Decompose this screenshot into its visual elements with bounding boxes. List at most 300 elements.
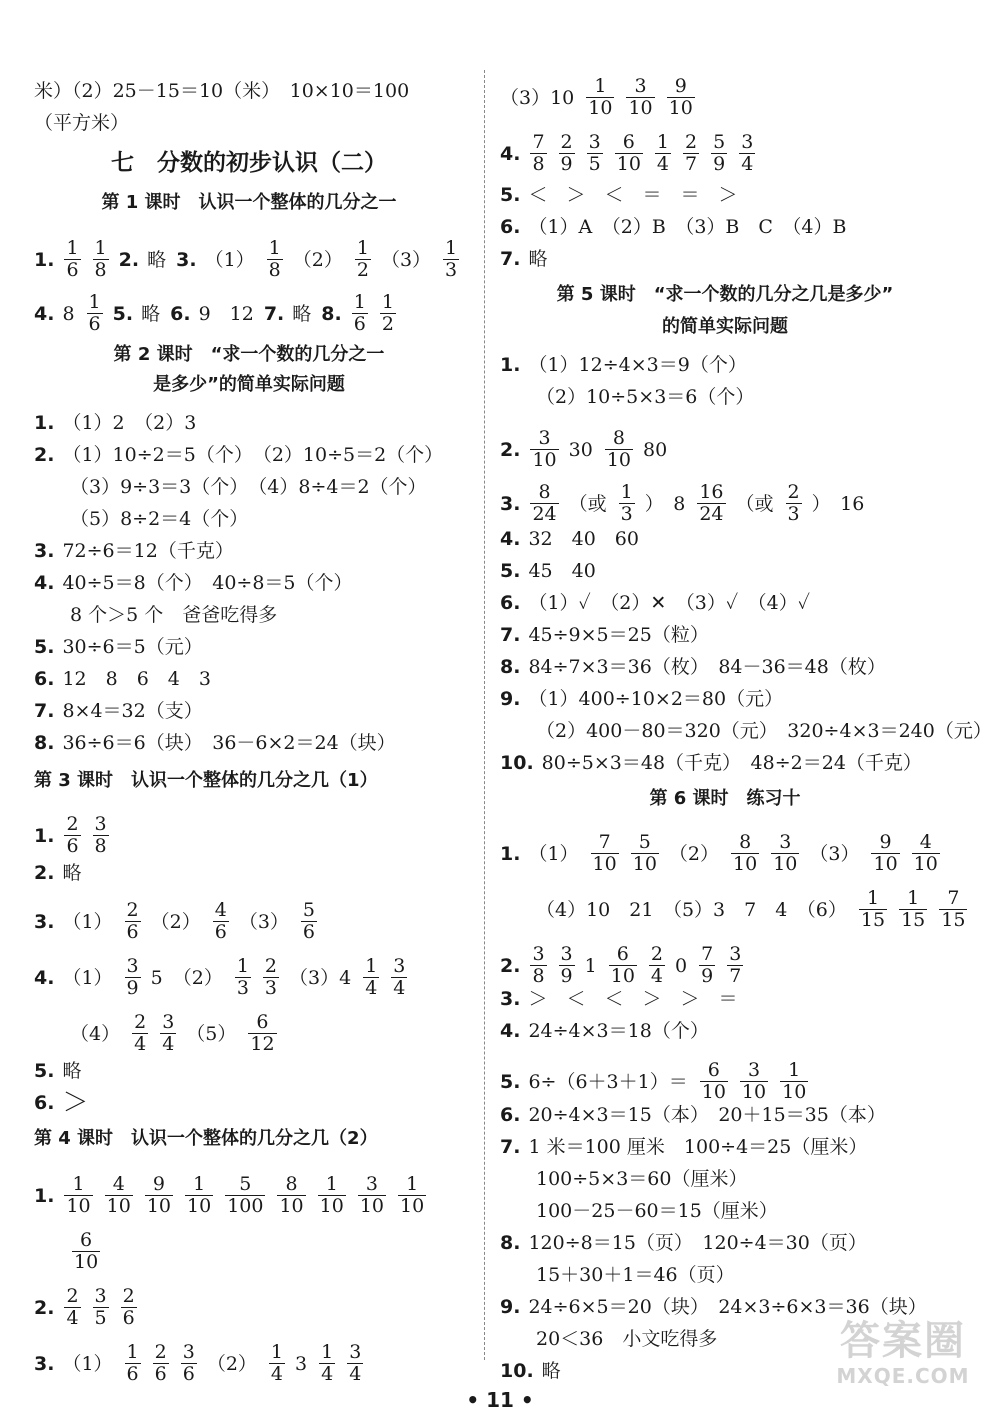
answer-text: 30 [568,438,593,461]
question-number: 9. [500,1296,521,1318]
denominator: 3 [620,503,633,525]
question-number: 5. [500,560,521,582]
denominator: 24 [699,503,724,525]
answer-text: ＞ ＜ ＜ ＞ ＞ ＝ [528,988,738,1010]
answer-line [536,888,977,931]
numerator: 3 [162,1011,175,1033]
numerator: 3 [349,1341,362,1363]
denominator: 2 [356,259,369,281]
answer-text: （1）2 （2）3 [62,412,197,434]
watermark-logo [818,1318,988,1398]
denominator: 6 [182,1363,195,1385]
fraction [153,1342,169,1385]
answer-text: （2） [172,966,223,989]
fraction [780,1060,808,1103]
answer-text: 100÷5×3＝60（厘米） [536,1168,748,1190]
numerator: 8 [605,428,633,450]
denominator: 10 [400,1195,425,1217]
answer-text: 1 米＝100 厘米 100÷4＝25（厘米） [528,1136,868,1158]
fraction [859,888,887,931]
denominator: 10 [74,1251,99,1273]
numerator: 5 [302,899,316,921]
fraction [64,1286,80,1329]
numerator: 4 [214,899,227,921]
question-number: 5. [500,184,521,206]
question-number: 6. [34,1092,55,1114]
answer-text: 32 40 60 [528,528,639,550]
answer-text: （4）10 21 （5）3 7 4 （6） [536,898,847,921]
denominator: 4 [741,153,754,175]
answer-text: （2） [206,1352,257,1375]
fraction [93,238,109,281]
answer-line [536,1326,727,1351]
answer-text: 24÷4×3＝18（个） [528,1020,709,1042]
numerator: 7 [939,888,967,910]
answer-text: （2）10÷5×3＝6（个） [536,386,755,408]
denominator: 10 [106,1195,131,1217]
numerator: 1 [94,237,107,259]
question-number: 10. [500,1360,534,1382]
answer-text: （3） [380,248,432,271]
denominator: 10 [616,153,641,175]
numerator: 2 [650,943,664,965]
question-number: 1. [34,1184,55,1207]
fraction [649,944,665,987]
question-number: 1. [500,842,521,865]
numerator: 1 [353,291,366,313]
question-number: 5. [112,302,134,325]
numerator: 2 [787,481,800,503]
answer-text: （4） [70,1022,121,1045]
answer-text: 12 8 6 4 3 [62,668,211,690]
numerator: 1 [620,481,633,503]
denominator: 9 [713,153,726,175]
question-number: 2. [34,862,55,884]
answer-text: 80÷5×3＝48（千克） 48÷2＝24（千克） [541,752,922,774]
question-number: 4. [500,142,521,165]
heading-text: 第 5 课时 “求一个数的几分之几是多少” [556,284,894,305]
answer-line [34,634,213,659]
numerator: 3 [771,832,799,854]
fraction [125,1342,141,1385]
denominator: 15 [941,909,966,931]
answer-line [34,538,244,563]
answer-line [500,1018,719,1043]
fraction [352,292,368,335]
numerator: 2 [264,955,278,977]
question-number: 4. [34,966,55,989]
answer-text: （3）10 [500,86,575,109]
heading-text: 第 4 课时 认识一个整体的几分之几（2） [34,1128,378,1149]
numerator: 3 [626,76,654,98]
heading-text: 第 3 课时 认识一个整体的几分之几（1） [34,770,378,791]
answer-text: 9 12 [198,302,254,325]
denominator: 10 [782,1081,807,1103]
answer-text: （5） [186,1022,237,1045]
question-number: 6. [500,216,521,238]
numerator: 3 [358,1174,386,1196]
answer-line [500,1102,896,1127]
numerator: 5 [631,832,659,854]
fraction [93,1286,109,1329]
answer-line [500,1294,937,1319]
numerator: 5 [225,1174,265,1196]
fraction [145,1174,173,1217]
fraction [559,944,575,987]
numerator: 1 [321,1341,334,1363]
fraction [605,428,633,471]
denominator: 9 [126,977,139,999]
question-number: 5. [34,1060,55,1082]
denominator: 7 [685,153,698,175]
answer-line [34,1342,373,1385]
question-number: 3. [34,540,55,562]
answer-text: 40÷5＝8（个） 40÷8＝5（个） [62,572,353,594]
answer-text: 略 [147,248,167,271]
answer-line [500,526,649,551]
question-number: 2. [118,248,140,271]
numerator: 1 [365,955,378,977]
numerator: 3 [94,1285,107,1307]
denominator: 10 [532,449,557,471]
question-number: 3. [500,988,521,1010]
answer-line [34,238,469,281]
denominator: 10 [741,1081,767,1103]
section-heading [34,150,474,175]
answer-text: （3） [809,842,860,865]
fraction [530,944,546,987]
denominator: 3 [445,259,458,281]
heading-text: 第 6 课时 练习十 [649,788,801,809]
answer-line [34,410,206,435]
answer-text: 5 [150,966,163,989]
answer-text: 45÷9×5＝25（粒） [528,624,709,646]
answer-text: 36÷6＝6（块） 36－6×2＝24（块） [62,732,396,754]
answer-text: ） 16 [811,492,865,515]
fraction [740,1060,768,1103]
question-number: 2. [34,1296,55,1319]
fraction [125,956,141,999]
numerator: 3 [393,955,406,977]
fraction [615,132,643,175]
fraction [64,1174,92,1217]
answer-line [536,1262,745,1287]
answer-text: （1）A （2）B （3）B C （4）B [528,216,847,238]
numerator: 1 [445,237,458,259]
fraction [132,1012,148,1055]
answer-line [500,246,557,271]
fraction [587,132,603,175]
question-number: 5. [34,636,55,658]
numerator: 2 [126,899,139,921]
fraction [559,132,575,175]
fraction [530,482,558,525]
answer-text: （1）400÷10×2＝80（元） [528,688,784,710]
question-number: 7. [500,624,521,646]
answer-text: （或 [735,492,774,515]
answer-line [34,78,419,103]
fraction [225,1174,265,1217]
fraction [125,900,141,943]
fraction [626,76,654,119]
answer-text: （平方米） [34,112,130,134]
numerator: 1 [88,291,101,313]
denominator: 10 [873,853,898,875]
numerator: 6 [248,1012,276,1034]
fraction [899,888,927,931]
answer-text: 20÷4×3＝15（本） 20＋15＝35（本） [528,1104,886,1126]
fraction [697,482,725,525]
denominator: 8 [94,835,107,857]
section-heading [34,1126,388,1151]
denominator: 10 [359,1195,385,1217]
denominator: 9 [560,965,573,987]
denominator: 4 [393,977,406,999]
question-number: 7. [34,700,55,722]
answer-line [34,900,327,943]
numerator: 5 [713,131,726,153]
answer-text: （2）400－80＝320（元） 320÷4×3＝240（元） [536,720,992,742]
fraction [711,132,727,175]
answer-text: 84÷7×3＝36（枚） 84－36＝48（枚） [528,656,886,678]
answer-line [536,1166,757,1191]
numerator: 7 [591,832,619,854]
denominator: 10 [279,1195,304,1217]
answer-line [536,1198,788,1223]
question-number: 1. [500,354,521,376]
answer-text: 24÷6×5＝20（块） 24×3÷6×3＝36（块） [528,1296,927,1318]
numerator: 7 [701,943,714,965]
denominator: 4 [162,1033,175,1055]
answer-text: 米）（2）25－15＝10（米） 10×10＝100 [34,80,410,102]
numerator: 4 [105,1174,133,1196]
heading-text: 的简单实际问题 [662,316,788,337]
numerator: 3 [588,131,601,153]
answer-text: 45 40 [528,560,596,582]
answer-text: ） 8 [644,492,686,515]
answer-text: （3）4 [289,966,352,989]
fraction [586,76,614,119]
answer-line [34,442,453,467]
answer-line [500,1060,818,1103]
denominator: 10 [668,97,693,119]
numerator: 1 [126,1341,139,1363]
denominator: 12 [250,1033,275,1055]
fraction [667,76,695,119]
question-number: 6. [500,1104,521,1126]
fraction [631,832,659,875]
denominator: 10 [588,97,613,119]
denominator: 10 [610,965,635,987]
numerator: 1 [318,1174,346,1196]
answer-text: 3 [295,1352,308,1375]
denominator: 10 [733,853,758,875]
answer-text: 略 [62,862,82,884]
fraction [398,1174,426,1217]
numerator: 1 [586,76,614,98]
section-heading [34,190,474,215]
answer-text: （2） [292,248,343,271]
fraction [269,1342,285,1385]
answer-line [500,1358,571,1383]
numerator: 3 [530,428,558,450]
denominator: 8 [532,965,545,987]
denominator: 4 [650,965,664,987]
fraction [301,900,317,943]
answer-text: 72÷6＝12（千克） [62,540,234,562]
answer-line [500,482,874,525]
numerator: 2 [560,131,573,153]
denominator: 6 [66,835,79,857]
answer-line [500,832,950,875]
fraction [443,238,459,281]
fraction [64,814,80,857]
answer-line [70,474,437,499]
fraction [699,944,715,987]
answer-line [70,1230,110,1273]
question-number: 8. [34,732,55,754]
numerator: 3 [94,813,107,835]
question-number: 7. [263,302,285,325]
answer-line [500,750,932,775]
numerator: 1 [64,1174,92,1196]
denominator: 10 [701,1081,726,1103]
answer-text: （1） [62,1352,113,1375]
answer-line [500,558,606,583]
answer-text: 略 [62,1060,82,1082]
fraction [87,292,103,335]
question-number: 1. [34,412,55,434]
fraction [277,1174,305,1217]
answer-text: （2） [150,910,201,933]
question-number: 6. [500,592,521,614]
answer-line [34,292,406,335]
answer-text: （3） [238,910,289,933]
answer-line [34,110,139,135]
denominator: 3 [264,977,278,999]
fraction [318,1174,346,1217]
answer-line [34,666,221,691]
question-number: 4. [34,572,55,594]
denominator: 6 [126,1363,139,1385]
answer-text: （1）10÷2＝5（个） （2）10÷5＝2（个） [62,444,444,466]
denominator: 4 [365,977,378,999]
answer-text: 1 [584,954,597,977]
answer-text: （1） [62,910,113,933]
fraction [64,238,80,281]
numerator: 3 [560,943,573,965]
answer-text: 15＋30＋1＝46（页） [536,1264,735,1286]
question-number: 2. [34,444,55,466]
question-number: 4. [34,302,55,325]
question-number: 4. [500,1020,521,1042]
question-number: 6. [34,668,55,690]
denominator: 2 [381,313,394,335]
fraction [727,944,743,987]
answer-line [34,698,213,723]
heading-text: 第 1 课时 认识一个整体的几分之一 [101,192,397,213]
denominator: 8 [268,259,281,281]
answer-line [34,1058,91,1083]
denominator: 8 [94,259,107,281]
numerator: 3 [741,131,754,153]
answer-text: 略 [292,302,312,325]
answer-line [34,1286,147,1329]
question-number: 3. [500,492,521,515]
denominator: 9 [560,153,573,175]
numerator: 9 [145,1174,173,1196]
fraction [105,1174,133,1217]
numerator: 1 [859,888,887,910]
denominator: 8 [532,153,545,175]
numerator: 3 [126,955,139,977]
numerator: 8 [731,832,759,854]
denominator: 4 [134,1033,147,1055]
answer-text: 略 [541,1360,561,1382]
section-heading [34,768,388,793]
fraction [731,832,759,875]
fraction [363,956,379,999]
numerator: 1 [66,237,79,259]
page-number: • 11 • [466,1388,534,1412]
numerator: 2 [122,1285,135,1307]
denominator: 6 [122,1307,135,1329]
answer-line [500,686,793,711]
fraction [347,1342,363,1385]
denominator: 10 [146,1195,172,1217]
answer-line [500,76,705,119]
denominator: 24 [532,503,557,525]
answer-line [500,352,757,377]
question-number: 7. [500,1136,521,1158]
answer-text: （1） [528,842,579,865]
denominator: 10 [66,1195,91,1217]
answer-text: 30÷6＝5（元） [62,636,203,658]
question-number: 3. [34,910,55,933]
fraction [248,1012,276,1055]
numerator: 1 [656,131,670,153]
denominator: 6 [302,921,316,943]
question-number: 8. [500,656,521,678]
answer-line [34,814,119,857]
answer-line [34,730,406,755]
fraction [939,888,967,931]
denominator: 10 [773,853,798,875]
numerator: 6 [72,1230,100,1252]
fraction [912,832,940,875]
denominator: 4 [66,1307,79,1329]
question-number: 3. [34,1352,55,1375]
question-number: 9. [500,688,521,710]
answer-line [536,384,764,409]
numerator: 1 [899,888,927,910]
answer-line [500,214,856,239]
numerator: 8 [277,1174,305,1196]
answer-text: 0 [675,954,688,977]
question-number: 2. [500,954,521,977]
numerator: 2 [685,131,698,153]
answer-text: 80 [643,438,668,461]
numerator: 7 [532,131,545,153]
denominator: 4 [656,153,670,175]
denominator: 4 [349,1363,362,1385]
answer-line [34,570,363,595]
answer-text: （5）8÷2＝4（个） [70,508,249,530]
numerator: 1 [236,955,249,977]
answer-text: 8×4＝32（支） [62,700,203,722]
numerator: 1 [268,237,281,259]
numerator: 6 [609,944,637,966]
